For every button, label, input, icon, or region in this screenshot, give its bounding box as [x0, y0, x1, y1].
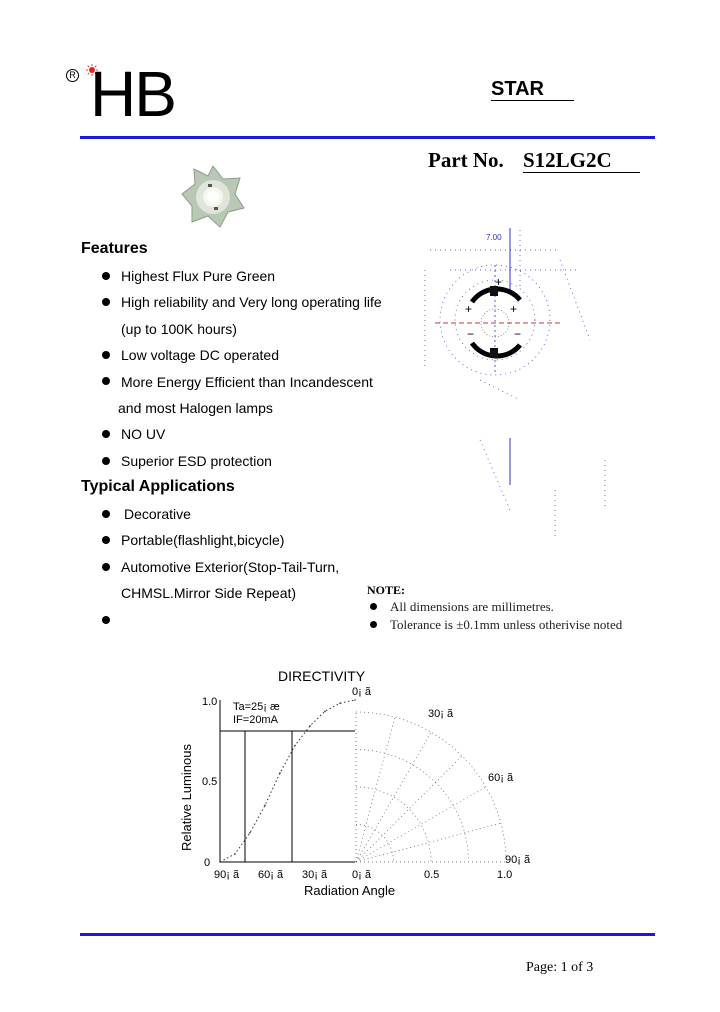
feature-item: High reliability and Very long operating life: [121, 294, 382, 310]
led-star-photo: [180, 164, 246, 230]
y-tick-label: 0.5: [202, 776, 218, 788]
directivity-point: [249, 832, 251, 834]
feature-item: More Energy Efficient than Incandescent: [121, 374, 373, 390]
condition-if: IF=20mA: [233, 714, 278, 726]
registered-mark: R: [66, 69, 79, 82]
dimension-label: 7.00: [486, 233, 502, 242]
footer-divider: [80, 933, 655, 936]
y-tick-label: 1.0: [202, 696, 218, 708]
minus-sign: −: [514, 327, 522, 341]
polar-grid-arc: [356, 750, 469, 863]
plus-sign: +: [465, 302, 473, 316]
application-item: CHMSL.Mirror Side Repeat): [121, 585, 297, 601]
x-tick-label: 90¡ ã: [214, 869, 240, 881]
bullet: [102, 430, 110, 438]
bullet: [370, 621, 377, 628]
bullet: [102, 377, 110, 385]
feature-item: NO UV: [121, 426, 166, 442]
directivity-point: [324, 711, 326, 713]
directivity-point: [264, 805, 266, 807]
applications-heading: Typical Applications: [81, 478, 235, 495]
polar-angle-label: 30¡ ã: [428, 708, 454, 720]
directivity-point: [234, 853, 236, 855]
polar-grid-spoke: [356, 823, 501, 862]
condition-ta: Ta=25¡ æ: [233, 701, 280, 713]
feature-item: and most Halogen lamps: [118, 400, 273, 416]
directivity-chart: [170, 665, 550, 905]
plus-sign: +: [495, 275, 503, 289]
polar-grid-spoke: [356, 732, 431, 862]
x-tick-label: 1.0: [497, 869, 513, 881]
note-item: All dimensions are millimetres.: [390, 599, 554, 614]
bullet: [102, 351, 110, 359]
company-logo: HB: [90, 58, 175, 130]
note-title: NOTE:: [367, 583, 406, 597]
directivity-point: [294, 745, 296, 747]
note-item: Tolerance is ±0.1mm unless otherivise noted: [390, 617, 623, 632]
directivity-point: [309, 725, 311, 727]
polar-grid-spoke: [356, 756, 462, 862]
directivity-point: [279, 772, 281, 774]
x-tick-label: 60¡ ã: [258, 869, 284, 881]
polar-grid-arc: [356, 712, 506, 862]
directivity-point: [339, 702, 341, 704]
part-label: Part No.: [428, 148, 504, 172]
x-axis-label: Radiation Angle: [304, 883, 396, 898]
bullet: [102, 457, 110, 465]
product-family: STAR: [491, 78, 574, 101]
bullet: [102, 616, 110, 624]
feature-item: Highest Flux Pure Green: [121, 268, 276, 284]
application-item: Automotive Exterior(Stop-Tail-Turn,: [121, 559, 340, 575]
x-tick-label: 0¡ ã: [352, 869, 371, 881]
x-tick-label: 30¡ ã: [302, 869, 328, 881]
bullet: [102, 510, 110, 518]
x-tick-label: 0.5: [424, 869, 440, 881]
polar-angle-label: 90¡ ã: [505, 854, 531, 866]
minus-sign: −: [490, 342, 498, 356]
directivity-point: [354, 699, 356, 701]
application-item: Portable(flashlight,bicycle): [121, 532, 285, 548]
page-number: Page: 1 of 3: [526, 960, 594, 975]
polar-grid-arc: [356, 787, 431, 862]
feature-item: Low voltage DC operated: [121, 347, 279, 363]
feature-item: (up to 100K hours): [121, 321, 237, 337]
bullet: [102, 272, 110, 280]
application-item: Decorative: [124, 506, 191, 522]
header-divider: [80, 136, 655, 139]
dimension-drawing: [420, 210, 620, 550]
part-number: S12LG2C: [523, 148, 640, 173]
minus-sign: −: [467, 327, 475, 341]
feature-item: Superior ESD protection: [121, 453, 272, 469]
polar-angle-label: 0¡ ã: [352, 686, 371, 698]
polar-grid-spoke: [356, 717, 395, 862]
bullet: [102, 298, 110, 306]
bullet: [102, 563, 110, 571]
polar-angle-label: 60¡ ã: [488, 772, 514, 784]
features-heading: Features: [81, 240, 148, 257]
chart-title: DIRECTIVITY: [278, 668, 366, 684]
bullet: [102, 536, 110, 544]
polar-grid-spoke: [356, 787, 486, 862]
y-tick-label: 0: [204, 857, 211, 869]
directivity-point: [219, 861, 221, 863]
y-axis-label: Relative Luminous: [179, 744, 194, 851]
plus-sign: +: [510, 302, 518, 316]
bullet: [370, 603, 377, 610]
